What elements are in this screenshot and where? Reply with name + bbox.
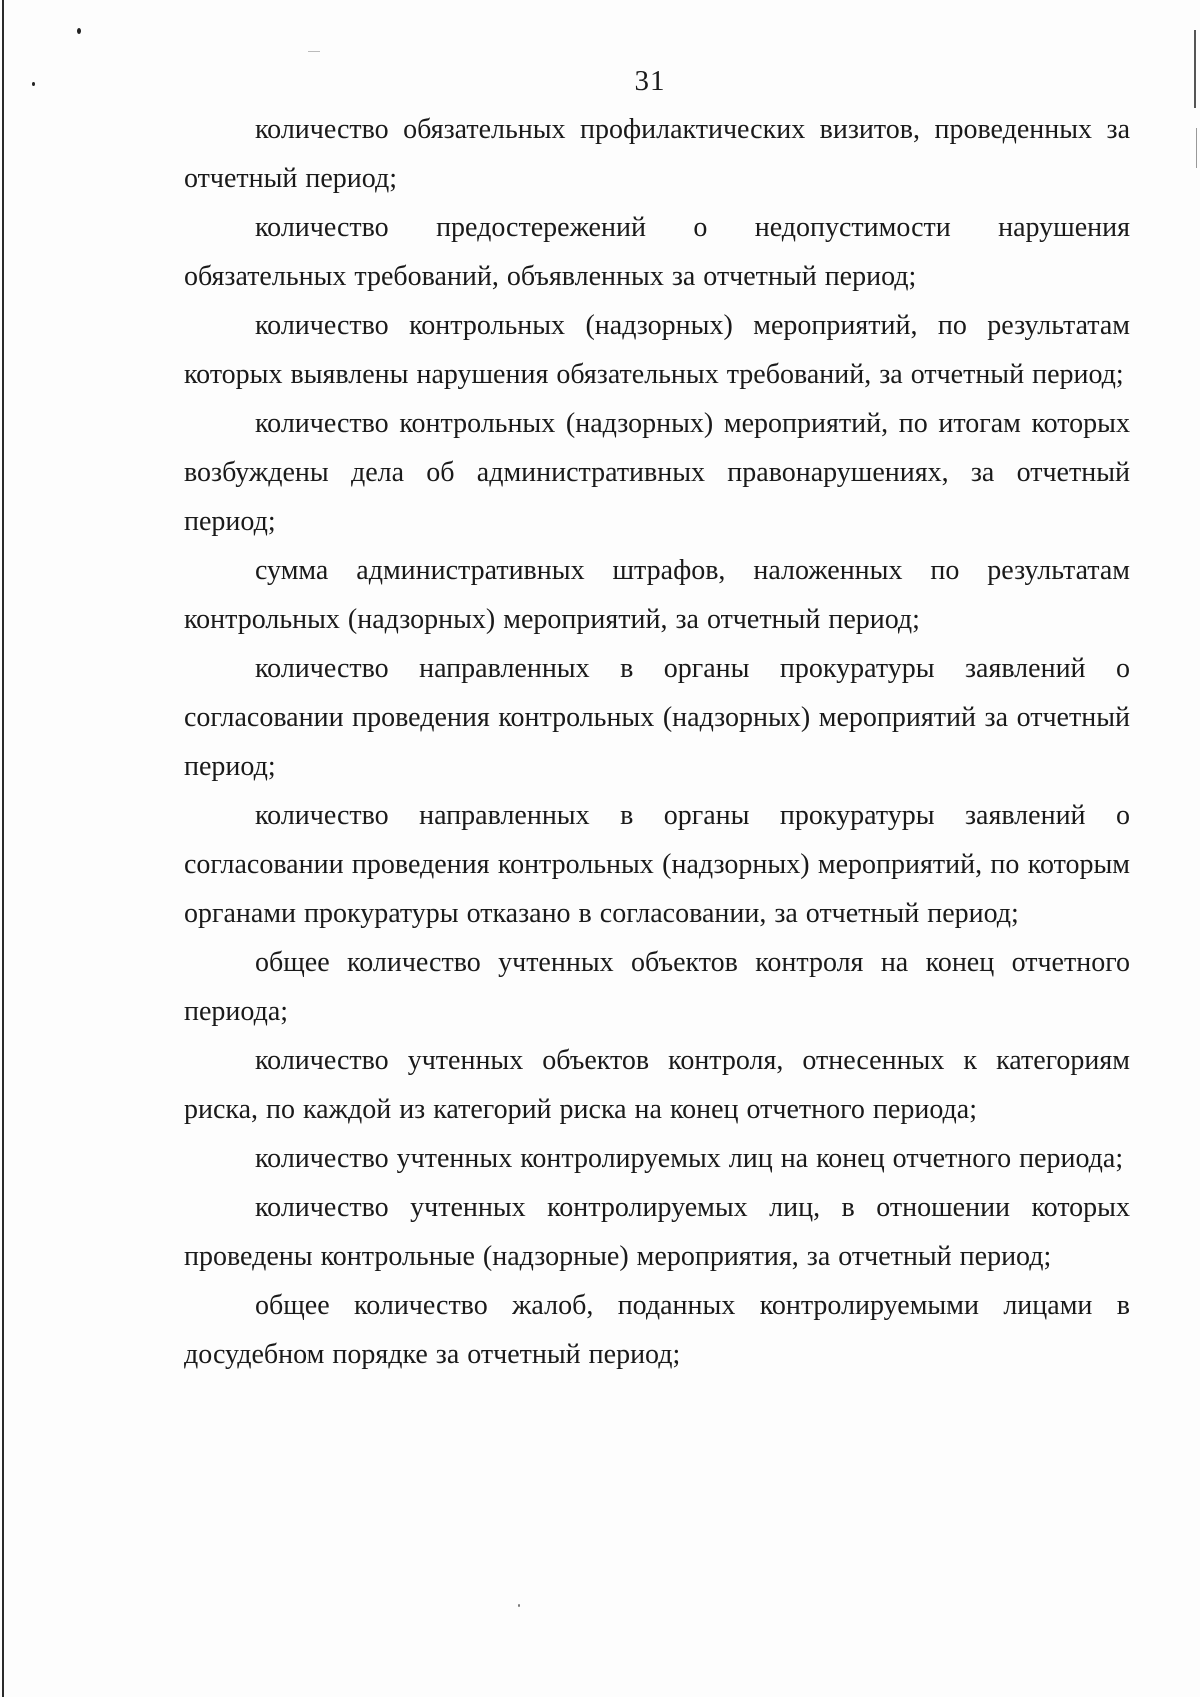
paragraph: общее количество жалоб, поданных контролируемыми лицами в досудебном порядке за отчетный период;	[184, 1290, 1130, 1370]
scan-artifact-line	[308, 51, 320, 52]
paragraph: сумма административных штрафов, наложенных по результатам контрольных (надзорных) мероприятий, за отчетный период;	[184, 555, 1130, 635]
paragraph: количество обязательных профилактических визитов, проведенных за отчетный период;	[184, 114, 1130, 194]
scan-speck	[77, 28, 81, 34]
paragraph: общее количество учтенных объектов контроля на конец отчетного периода;	[184, 947, 1130, 1027]
paragraph: количество учтенных контролируемых лиц на конец отчетного периода;	[255, 1143, 1124, 1174]
body-text	[184, 105, 1130, 1379]
paragraph: количество учтенных контролируемых лиц, в отношении которых проведены контрольные (надзорные) мероприятия, за отчетный период;	[184, 1192, 1130, 1272]
scan-right-edge-mark-small	[1196, 128, 1197, 168]
page-number: 31	[634, 65, 666, 97]
paragraph: количество учтенных объектов контроля, отнесенных к категориям риска, по каждой из категорий риска на конец отчетного периода;	[184, 1045, 1130, 1125]
scan-speck	[518, 1604, 520, 1607]
paragraph: количество предостережений о недопустимости нарушения обязательных требований, объявленных за отчетный период;	[184, 212, 1130, 292]
paragraph: количество направленных в органы прокуратуры заявлений о согласовании проведения контрольных (надзорных) мероприятий, по которым органами прокуратуры отказано в согласовании, за отчетный период;	[184, 800, 1130, 929]
paragraph: количество контрольных (надзорных) мероприятий, по результатам которых выявлены нарушения обязательных требований, за отчетный период;	[184, 310, 1130, 390]
paragraph: количество контрольных (надзорных) мероприятий, по итогам которых возбуждены дела об административных правонарушениях, за отчетный период;	[184, 408, 1130, 537]
paragraph: количество направленных в органы прокуратуры заявлений о согласовании проведения контрольных (надзорных) мероприятий за отчетный период;	[184, 653, 1130, 782]
scan-left-edge	[2, 0, 4, 1697]
